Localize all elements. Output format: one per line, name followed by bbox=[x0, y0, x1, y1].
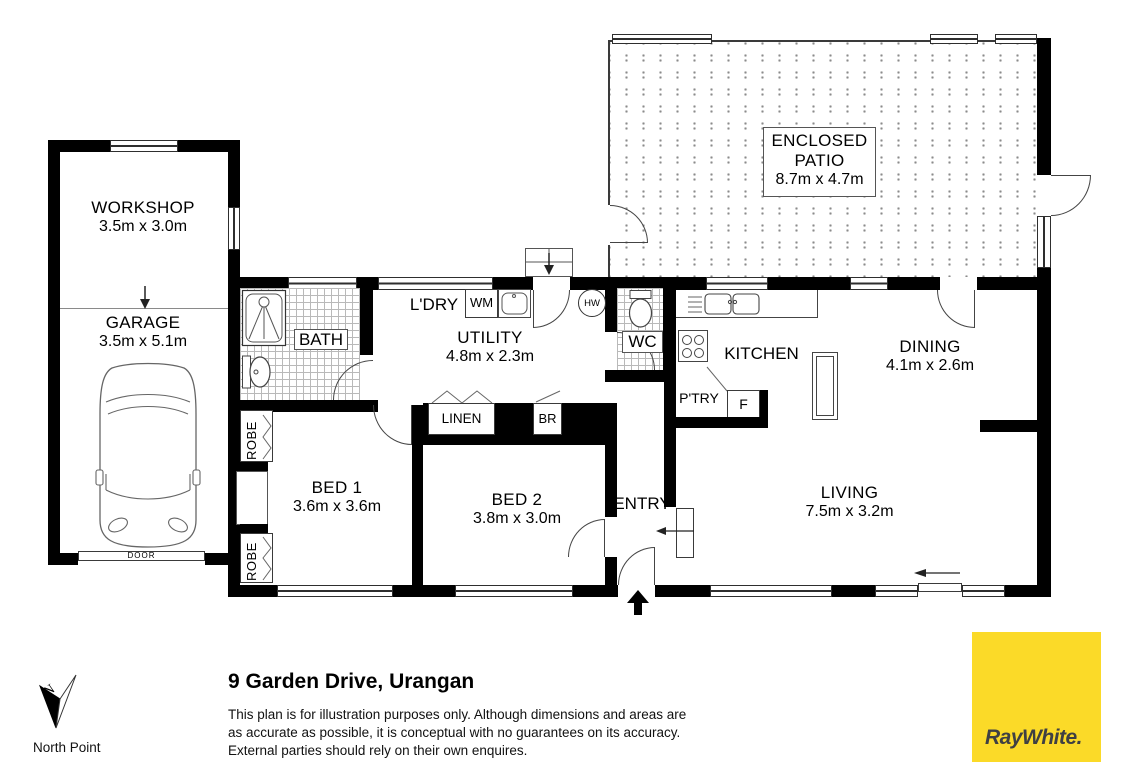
wall bbox=[664, 382, 676, 507]
wall bbox=[655, 585, 710, 597]
living-label bbox=[777, 483, 922, 522]
wall bbox=[360, 288, 373, 355]
wall bbox=[228, 250, 240, 597]
entry-name: ENTRY bbox=[613, 494, 671, 513]
robe-top-label: ROBE bbox=[244, 421, 259, 460]
kitchen-name: KITCHEN bbox=[724, 344, 799, 363]
bed1-name: BED 1 bbox=[311, 478, 363, 497]
car-icon bbox=[96, 362, 200, 550]
address-title: 9 Garden Drive, Urangan bbox=[228, 670, 475, 693]
utility-label bbox=[430, 328, 550, 367]
patio-name-line2: PATIO bbox=[794, 151, 845, 170]
bed1-label bbox=[267, 478, 407, 517]
laundry-name: L'DRY bbox=[409, 295, 459, 314]
north-arrow-icon bbox=[36, 672, 88, 734]
robe-top bbox=[240, 410, 273, 462]
pantry-name: P'TRY bbox=[679, 390, 719, 406]
wall bbox=[1005, 585, 1051, 597]
sliding-door-arrow-icon bbox=[914, 568, 960, 578]
fridge-label: F bbox=[739, 396, 748, 412]
garage-name: GARAGE bbox=[105, 313, 181, 332]
dining-dims: 4.1m x 2.6m bbox=[885, 357, 975, 375]
living-window bbox=[962, 585, 1005, 597]
disclaimer bbox=[228, 706, 686, 760]
patio-window bbox=[995, 34, 1037, 44]
window-bay bbox=[236, 471, 268, 525]
bed1-door-arc bbox=[373, 405, 412, 445]
dining-door-arc bbox=[937, 290, 975, 328]
wall bbox=[768, 277, 850, 290]
divider-arrow-icon bbox=[139, 286, 151, 310]
cooktop-icon bbox=[678, 330, 708, 362]
entry-arrow-icon bbox=[627, 590, 649, 616]
robe-bottom-label: ROBE bbox=[244, 542, 259, 581]
sliding-door bbox=[918, 583, 962, 592]
raywhite-logo bbox=[972, 632, 1101, 762]
wall bbox=[663, 288, 676, 382]
patio-right-door-arc bbox=[1051, 175, 1091, 216]
pantry-label bbox=[670, 390, 728, 406]
garage-dims: 3.5m x 5.1m bbox=[98, 333, 188, 351]
disclaimer-line: External parties should rely on their own enquires. bbox=[228, 743, 528, 758]
workshop-name: WORKSHOP bbox=[91, 198, 195, 217]
hot-water-label: HW bbox=[584, 297, 600, 309]
garage-label bbox=[57, 313, 229, 352]
robe-bottom bbox=[240, 533, 273, 583]
wall bbox=[664, 417, 768, 428]
patio-side-window bbox=[1037, 216, 1051, 268]
dining-name: DINING bbox=[899, 337, 961, 356]
workshop-window bbox=[110, 140, 178, 152]
br-door-icon bbox=[534, 389, 564, 404]
wall bbox=[573, 585, 618, 597]
kitchen-label bbox=[714, 344, 809, 364]
kitchen-window bbox=[706, 277, 768, 290]
wall bbox=[980, 420, 1051, 432]
north-caption: North Point bbox=[33, 740, 101, 755]
washing-machine bbox=[465, 289, 498, 318]
bath-toilet-icon bbox=[242, 352, 270, 392]
living-name: LIVING bbox=[820, 483, 879, 502]
bath-name: BATH bbox=[298, 330, 344, 349]
fridge bbox=[727, 390, 760, 418]
wall bbox=[393, 585, 455, 597]
pantry-door-icon bbox=[705, 365, 730, 393]
bath-label bbox=[294, 329, 348, 350]
wall bbox=[205, 553, 240, 565]
entry-label bbox=[612, 494, 672, 514]
wall bbox=[48, 553, 78, 565]
wall bbox=[228, 585, 277, 597]
wall bbox=[412, 405, 423, 585]
disclaimer-line: This plan is for illustration purposes only. Although dimensions and areas are bbox=[228, 707, 687, 722]
wall bbox=[605, 557, 617, 585]
entry-door-arc bbox=[618, 547, 655, 585]
utility-door-arc bbox=[533, 290, 570, 328]
wall bbox=[888, 277, 940, 290]
broom-cupboard-label: BR bbox=[538, 411, 557, 426]
garage-door bbox=[78, 551, 205, 561]
laundry-label bbox=[403, 295, 465, 315]
laundry-tub-icon bbox=[498, 289, 531, 318]
bed2-label bbox=[447, 490, 587, 529]
wc-name: WC bbox=[628, 332, 657, 351]
steps-icon bbox=[525, 248, 573, 277]
living-window bbox=[875, 585, 918, 597]
wall bbox=[832, 585, 875, 597]
bed2-name: BED 2 bbox=[491, 490, 543, 509]
wall bbox=[605, 288, 617, 332]
linen-label: LINEN bbox=[441, 411, 482, 426]
utility-dims: 4.8m x 2.3m bbox=[445, 348, 535, 366]
bed2-dims: 3.8m x 3.0m bbox=[472, 510, 562, 528]
disclaimer-line: as accurate as possible, it is conceptual with no guarantees on its accuracy. bbox=[228, 725, 681, 740]
wall bbox=[1037, 268, 1051, 597]
patio-label bbox=[763, 127, 876, 197]
broom-cupboard bbox=[533, 403, 562, 435]
north-letter: N bbox=[41, 681, 58, 700]
hot-water-unit bbox=[578, 289, 606, 317]
wall bbox=[760, 390, 768, 418]
dining-window bbox=[850, 277, 888, 290]
raywhite-logo-text: RayWhite. bbox=[985, 726, 1083, 749]
wall bbox=[1037, 38, 1051, 175]
robe-zigzag-icon bbox=[261, 536, 273, 581]
kitchen-sink-icon bbox=[686, 292, 764, 316]
bed1-dims: 3.6m x 3.6m bbox=[292, 498, 382, 516]
dining-label bbox=[860, 337, 1000, 376]
wc-label bbox=[622, 331, 663, 353]
shower-icon bbox=[242, 290, 286, 346]
utility-name: UTILITY bbox=[457, 328, 523, 347]
living-dims: 7.5m x 3.2m bbox=[805, 503, 894, 521]
workshop-side-window bbox=[228, 207, 240, 250]
washing-machine-label: WM bbox=[469, 295, 494, 310]
patio-window bbox=[612, 34, 712, 44]
linen-cupboard bbox=[428, 403, 495, 435]
patio-window bbox=[930, 34, 978, 44]
linen-bifold-door-icon bbox=[430, 389, 494, 404]
garage-door-label: DOOR bbox=[127, 551, 156, 560]
living-window bbox=[710, 585, 832, 597]
robe-zigzag-icon bbox=[261, 414, 273, 460]
patio-name-line1: ENCLOSED bbox=[771, 131, 868, 150]
workshop-label bbox=[57, 198, 229, 237]
bed1-window bbox=[277, 585, 393, 597]
bed2-window bbox=[455, 585, 573, 597]
wall bbox=[228, 140, 240, 207]
closet-arrow-icon bbox=[656, 526, 694, 536]
wc-toilet-icon bbox=[627, 290, 654, 330]
workshop-dims: 3.5m x 3.0m bbox=[98, 218, 188, 236]
patio-dims: 8.7m x 4.7m bbox=[775, 171, 864, 188]
island-bench bbox=[812, 352, 838, 420]
